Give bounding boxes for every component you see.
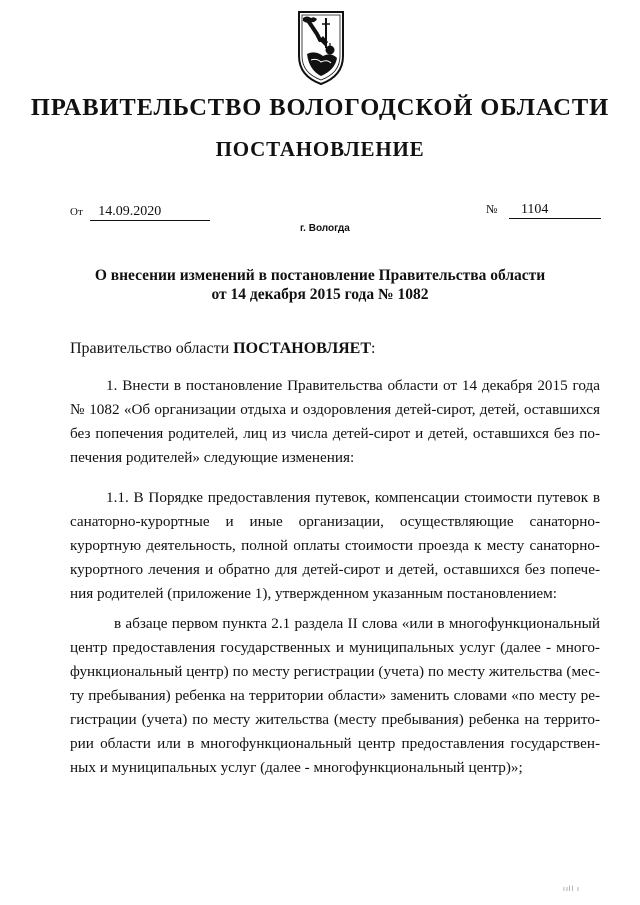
text-line: в абзаце первом пункта 2.1 раздела II слова «или в многофункциональный bbox=[114, 615, 600, 632]
subject-line: от 14 декабря 2015 года № 1082 bbox=[211, 286, 429, 303]
document-subject bbox=[60, 266, 580, 304]
paragraph-amendment bbox=[70, 612, 600, 780]
text-line: центр предоставления государственных и муниципальных услуг (далее - много- bbox=[70, 639, 600, 656]
text-line: ных и муниципальных услуг (далее - многофункциональный центр)»; bbox=[70, 759, 523, 776]
text-line: печения родителей» следующие изменения: bbox=[70, 449, 355, 466]
document-number bbox=[486, 202, 601, 219]
vologda-coat-of-arms-icon bbox=[295, 6, 347, 88]
date-prefix: От bbox=[70, 206, 83, 218]
text-line: рии области или в многофункциональный центр предоставления государствен- bbox=[70, 735, 600, 752]
document-date bbox=[70, 204, 210, 221]
government-title: ПРАВИТЕЛЬСТВО ВОЛОГОДСКОЙ ОБЛАСТИ bbox=[30, 94, 610, 121]
text-line: без попечения родителей, лиц из числа детей-сирот и детей, оставшихся без по- bbox=[70, 425, 600, 442]
text-line: ту пребывания) ребенка на территории области» заменить словами «по месту ре- bbox=[70, 687, 600, 704]
number-value: 1104 bbox=[509, 202, 601, 219]
preamble-keyword: ПОСТАНОВЛЯЕТ bbox=[233, 340, 372, 357]
paragraph-1 bbox=[70, 374, 600, 470]
preamble bbox=[70, 340, 375, 358]
city-label: г. Вологда bbox=[300, 223, 350, 234]
preamble-suffix: : bbox=[371, 340, 376, 357]
date-value: 14.09.2020 bbox=[90, 204, 210, 221]
text-line: гистрации (учета) по месту жительства (месту пребывания) ребенка на террито- bbox=[70, 711, 600, 728]
paragraph-1-1 bbox=[70, 486, 600, 606]
text-line: курортную деятельность, полной оплаты стоимости проезда к месту санаторно- bbox=[70, 537, 600, 554]
text-line: 1. Внести в постановление Правительства области от 14 декабря 2015 года bbox=[106, 377, 600, 394]
scan-barcode-mark: ııll ı bbox=[563, 886, 580, 893]
text-line: 1.1. В Порядке предоставления путевок, компенсации стоимости путевок в bbox=[106, 489, 600, 506]
text-line: курортного лечения и обратно для детей-сирот и детей, оставшихся без попече- bbox=[70, 561, 600, 578]
document-type: ПОСТАНОВЛЕНИЕ bbox=[215, 137, 425, 161]
preamble-text: Правительство области bbox=[70, 340, 234, 357]
text-line: № 1082 «Об организации отдыха и оздоровления детей-сирот, детей, оставшихся bbox=[70, 401, 600, 418]
text-line: санаторно-курортные и иные организации, осуществляющие санаторно- bbox=[70, 513, 600, 530]
text-line: функциональный центр) по месту регистрации (учета) по месту жительства (мес- bbox=[70, 663, 600, 680]
subject-line: О внесении изменений в постановление Правительства области bbox=[94, 267, 546, 284]
text-line: ния родителей (приложение 1), утвержденном указанным постановлением: bbox=[70, 585, 557, 602]
number-prefix: № bbox=[486, 202, 498, 216]
